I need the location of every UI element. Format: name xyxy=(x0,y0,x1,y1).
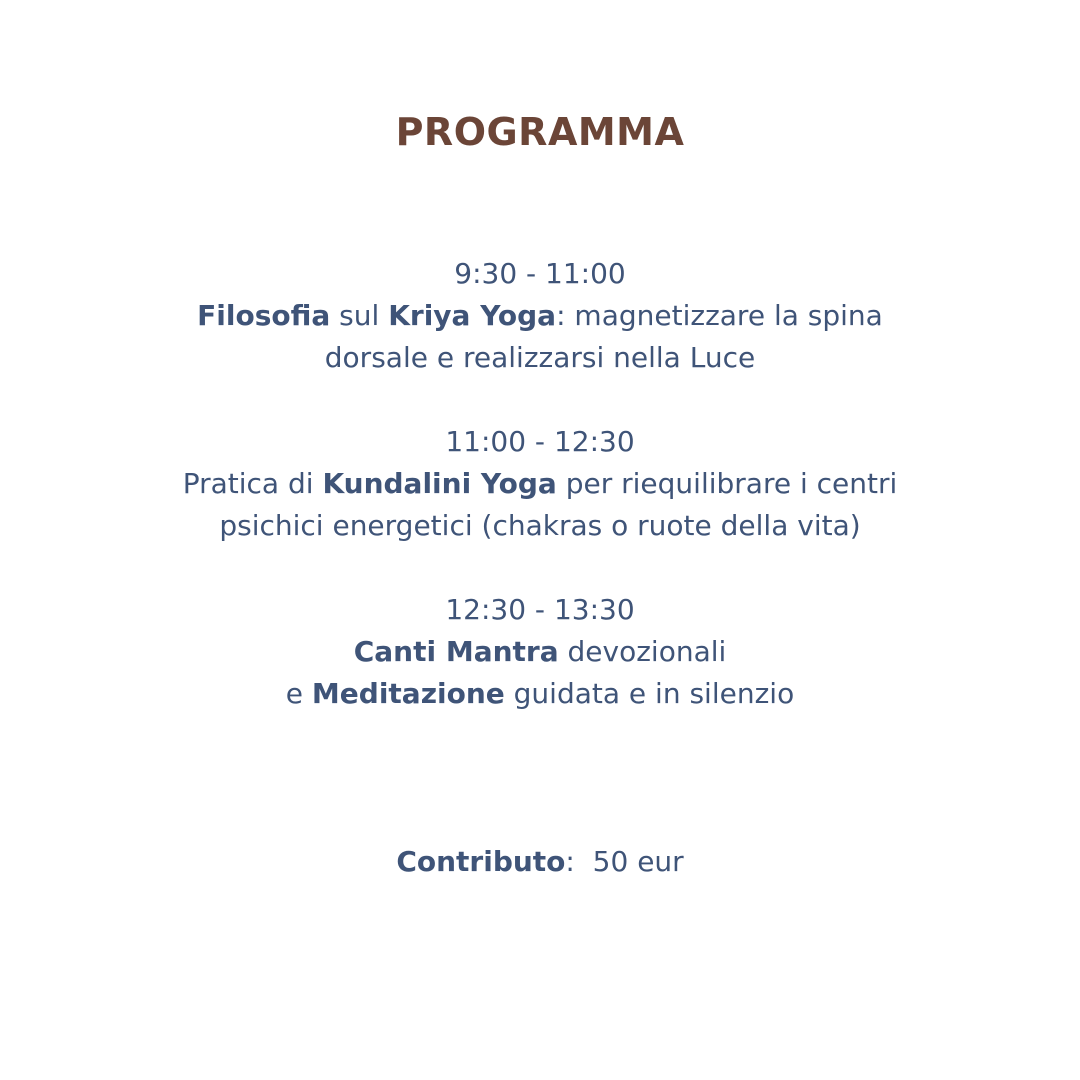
highlight-text: Kriya Yoga xyxy=(388,299,557,332)
description-text: e xyxy=(285,677,312,710)
page-title: PROGRAMMA xyxy=(395,110,685,154)
schedule-item xyxy=(100,253,980,379)
highlight-text: Meditazione xyxy=(311,677,505,710)
schedule-description-line xyxy=(100,463,980,505)
schedule-description-line: psichici energetici (chakras o ruote della vita) xyxy=(219,509,861,542)
description-text: sul xyxy=(330,299,389,332)
highlight-text: Filosofia xyxy=(197,299,331,332)
description-text: per riequilibrare i centri xyxy=(556,467,898,500)
schedule-description-line xyxy=(100,631,980,673)
schedule-item xyxy=(100,589,980,715)
contribution-line xyxy=(100,841,980,883)
schedule-item xyxy=(100,421,980,547)
highlight-text: Canti Mantra xyxy=(353,635,559,668)
contribution-value: 50 eur xyxy=(592,845,684,878)
schedule-time: 9:30 - 11:00 xyxy=(454,257,626,290)
schedule-description-line xyxy=(100,673,980,715)
description-text: devozionali xyxy=(558,635,727,668)
schedule-time: 11:00 - 12:30 xyxy=(445,425,635,458)
description-text: guidata e in silenzio xyxy=(504,677,795,710)
contribution-label: Contributo xyxy=(396,845,566,878)
description-text: Pratica di xyxy=(182,467,323,500)
description-text: : magnetizzare la spina xyxy=(556,299,883,332)
schedule-time: 12:30 - 13:30 xyxy=(445,593,635,626)
schedule-description-line: dorsale e realizzarsi nella Luce xyxy=(324,341,756,374)
schedule-description-line xyxy=(100,295,980,337)
highlight-text: Kundalini Yoga xyxy=(322,467,557,500)
contribution-text xyxy=(100,841,980,883)
contribution-separator: : xyxy=(565,845,575,878)
